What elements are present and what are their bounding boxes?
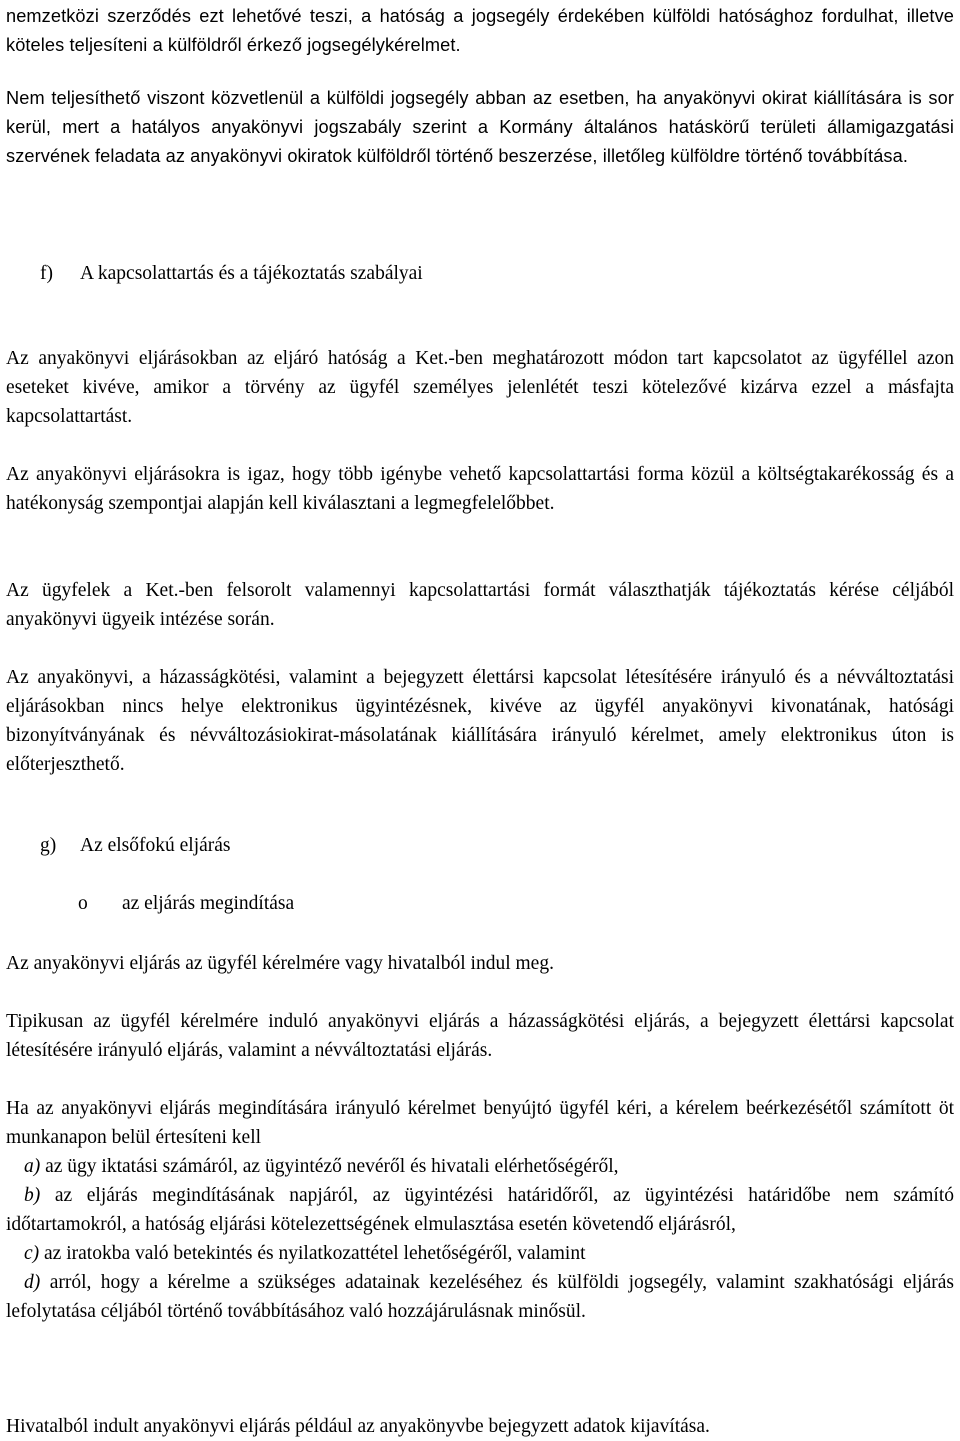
section-heading-g [40,831,231,860]
bullet-marker: o [78,893,88,914]
paragraph-text: Nem teljesíthető viszont közvetlenül a külföldi jogsegély abban az esetben, ha anyakönyvi okirat kiállítására is sor kerül, mert a hatályos anyakönyvi jogszabály szerint a Kormány általános hatáskörű területi államigazgatási szervének feladata az anyakönyvi okiratok külföldről történő beszerzése, illetőleg külföldre történő továbbítása. [6,88,954,166]
list-item-b [6,1181,954,1239]
item-label: d) [24,1272,41,1293]
item-label: c) [24,1243,40,1264]
paragraph-text: Hivatalból indult anyakönyvi eljárás például az anyakönyvbe bejegyzett adatok kijavítása. [6,1416,710,1437]
item-label: a) [24,1156,41,1177]
subsection-heading [78,889,294,918]
paragraph-text: Az anyakönyvi, a házasságkötési, valamint a bejegyzett élettársi kapcsolat létesítésére irányuló és a névváltoztatási eljárásokban nincs helye elektronikus ügyintézésnek, kivéve az ügyfél anyakönyvi kivonatának, hatósági bizonyítványának és névváltozásiokirat-másolatának kiállítására irányuló kérelmet, amely elektronikus úton is előterjeszthető. [6,667,954,775]
section-marker: f) [40,263,53,284]
list-item-d [6,1268,954,1326]
item-text: az iratokba való betekintés és nyilatkozattétel lehetőségéről, valamint [44,1243,586,1264]
paragraph-ertesites [6,1094,954,1326]
paragraph-hivatalbol [6,1412,954,1441]
paragraph-text: nemzetközi szerződés ezt lehetővé teszi, a hatóság a jogsegély érdekében külföldi hatósághoz fordulhat, illetve köteles teljesíteni a külföldről érkező jogsegélykérelmet. [6,6,954,55]
item-text: az eljárás megindításának napjáról, az ügyintézési határidőről, az ügyintézési határidőbe nem számító időtartamokról, a hatóság eljárási kötelezettségének elmulasztása esetén követendő eljárásról, [6,1185,955,1235]
paragraph-text: Az ügyfelek a Ket.-ben felsorolt valamennyi kapcsolattartási formát választhatják tájékoztatás kérése céljából anyakönyvi ügyeik intézése során. [6,580,954,630]
section-title: A kapcsolattartás és a tájékoztatás szabályai [80,263,423,284]
paragraph-elektronikus-ugyintezes [6,663,954,779]
item-label: b) [24,1185,41,1206]
paragraph-jogsegely-kivetel [6,84,954,171]
paragraph-text: Ha az anyakönyvi eljárás megindítására irányuló kérelmet benyújtó ügyfél kéri, a kérelem beérkezésétől számított öt munkanapon belül értesíteni kell [6,1098,954,1148]
list-item-c [6,1239,954,1268]
paragraph-kapcsolattartas [6,344,954,431]
list-item-a [6,1152,954,1181]
paragraph-text: Az anyakönyvi eljárás az ügyfél kérelmére vagy hivatalból indul meg. [6,953,554,974]
item-text: arról, hogy a kérelme a szükséges adatainak kezeléséhez és külföldi jogsegély, valamint szakhatósági eljárás lefolytatása céljából történő továbbításához való hozzájárulásnak minősül. [6,1272,954,1322]
section-heading-f [40,259,423,288]
paragraph-text: Az anyakönyvi eljárásokban az eljáró hatóság a Ket.-ben meghatározott módon tart kapcsolatot az ügyféllel azon eseteket kivéve, amikor a törvény az ügyfél személyes jelenlétét teszi kötelezővé kizárva ezzel a másfajta kapcsolattartást. [6,348,954,427]
subsection-title: az eljárás megindítása [122,893,295,914]
paragraph-eljaras-indul [6,949,954,978]
paragraph-tajekoztatas [6,576,954,634]
paragraph-kapcsolattartasi-forma [6,460,954,518]
item-text: az ügy iktatási számáról, az ügyintéző nevéről és hivatali elérhetőségéről, [45,1156,619,1177]
section-title: Az elsőfokú eljárás [80,835,231,856]
section-marker: g) [40,835,57,856]
paragraph-kerelmere-indulo [6,1007,954,1065]
paragraph-text: Az anyakönyvi eljárásokra is igaz, hogy több igénybe vehető kapcsolattartási forma közül a költségtakarékosság és a hatékonyság szempontjai alapján kell kiválasztani a legmegfelelőbbet. [6,464,954,514]
paragraph-jogsegely [6,2,954,60]
paragraph-text: Tipikusan az ügyfél kérelmére induló anyakönyvi eljárás a házasságkötési eljárás, a bejegyzett élettársi kapcsolat létesítésére irányuló eljárás, valamint a névváltoztatási eljárás. [6,1011,954,1061]
